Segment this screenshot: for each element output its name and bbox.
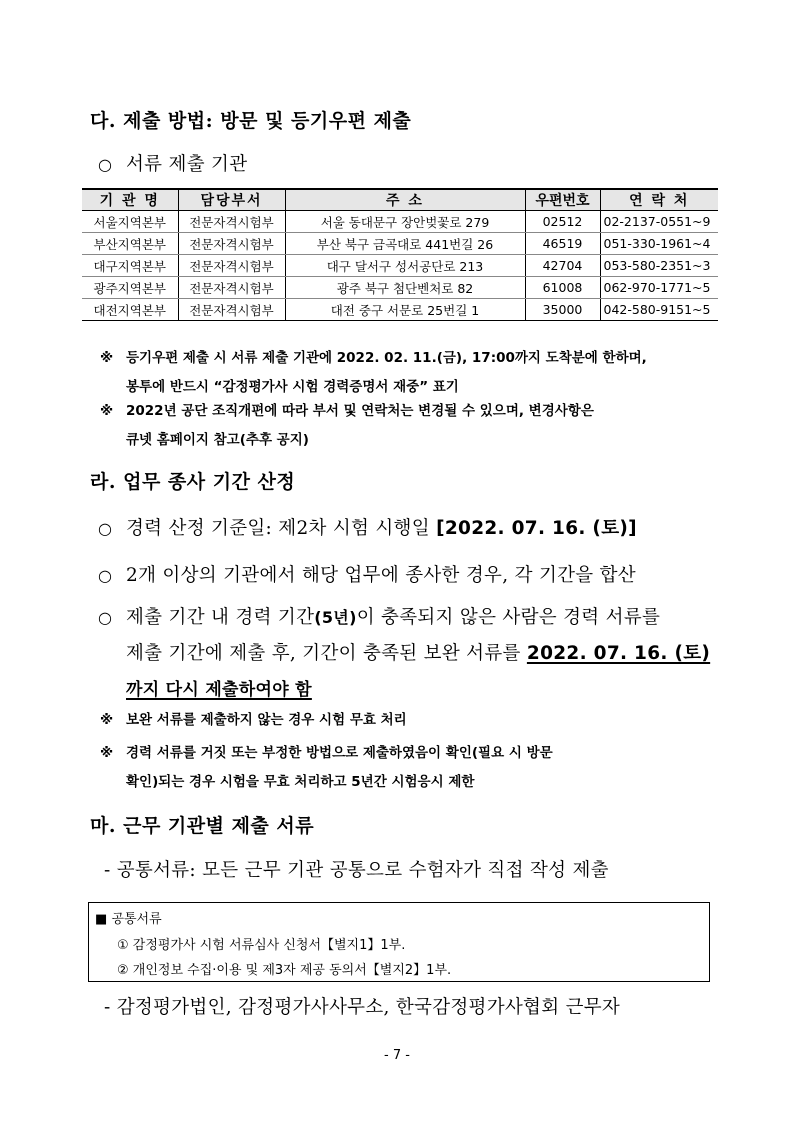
cell-postcode: 46519 (525, 233, 600, 255)
box-item: ① 감정평가사 시험 서류심사 신청서【별지1】1부. (117, 938, 406, 953)
header-contact: 연 락 처 (600, 189, 718, 211)
header-postcode: 우편번호 (525, 189, 600, 211)
square-bullet-icon: ■ (95, 912, 108, 927)
section-title-work-period: 라. 업무 종사 기간 산정 (90, 471, 296, 493)
submission-agency-table (82, 188, 718, 321)
circle-bullet-icon: ○ (98, 155, 113, 174)
cell-contact: 042-580-9151~5 (600, 299, 718, 321)
note-false-documents (100, 741, 553, 790)
cell-address: 대구 달서구 성서공단로 213 (285, 255, 525, 277)
circle-bullet-icon: ○ (98, 608, 113, 627)
cell-address: 서울 동대문구 장안벚꽃로 279 (285, 211, 525, 233)
note-registered-mail (100, 346, 647, 395)
note-text: 2022년 공단 조직개편에 따라 부서 및 연락처는 변경될 수 있으며, 변경사항은 (126, 403, 594, 419)
note-text: 봉투에 반드시 “감정평가사 시험 경력증명서 재중” 표기 (126, 379, 459, 395)
table-header-row (82, 189, 718, 211)
note-org-change (100, 399, 594, 448)
cell-postcode: 35000 (525, 299, 600, 321)
cell-agency: 대전지역본부 (82, 299, 178, 321)
cell-department: 전문자격시험부 (178, 277, 285, 299)
item-text: 제출 기간에 제출 후, 기간이 충족된 보완 서류를 (126, 643, 527, 664)
item-text: 경력 산정 기준일: 제2차 시험 시행일 (126, 518, 437, 539)
reference-mark-icon: ※ (100, 350, 114, 366)
item-text: 이 충족되지 않은 사람은 경력 서류를 (356, 607, 661, 628)
submission-agency-label: 서류 제출 기관 (126, 154, 248, 175)
cell-contact: 051-330-1961~4 (600, 233, 718, 255)
table-row (82, 211, 718, 233)
cell-postcode: 02512 (525, 211, 600, 233)
cell-agency: 서울지역본부 (82, 211, 178, 233)
submission-agency-heading (98, 150, 247, 176)
reference-mark-icon: ※ (100, 745, 114, 761)
cell-contact: 062-970-1771~5 (600, 277, 718, 299)
note-text: 보완 서류를 제출하지 않는 경우 시험 무효 처리 (126, 712, 407, 728)
header-department: 담당부서 (178, 189, 285, 211)
box-item: ② 개인정보 수집·이용 및 제3자 제공 동의서【별지2】1부. (117, 963, 452, 978)
note-text: 등기우편 제출 시 서류 제출 기관에 2022. 02. 11.(금), 17:00까지 도착분에 한하며, (126, 350, 647, 366)
note-invalid-exam (100, 708, 407, 728)
item-text: 제출 기간 내 경력 기간 (126, 607, 315, 628)
cell-contact: 053-580-2351~3 (600, 255, 718, 277)
cell-department: 전문자격시험부 (178, 233, 285, 255)
item-text-bold: 까지 다시 제출하여야 함 (126, 680, 312, 700)
header-agency: 기 관 명 (82, 189, 178, 211)
table-row (82, 233, 718, 255)
multi-agency-item (98, 561, 636, 587)
box-heading: 공통서류 (111, 912, 162, 927)
table-row (82, 255, 718, 277)
reference-mark-icon: ※ (100, 712, 114, 728)
table-row (82, 277, 718, 299)
note-text: 큐넷 홈페이지 참고(추후 공지) (126, 432, 309, 448)
section-title-submission-method: 다. 제출 방법: 방문 및 등기우편 제출 (90, 110, 412, 132)
table-row (82, 299, 718, 321)
cell-department: 전문자격시험부 (178, 299, 285, 321)
reference-mark-icon: ※ (100, 403, 114, 419)
cell-agency: 부산지역본부 (82, 233, 178, 255)
cell-agency: 대구지역본부 (82, 255, 178, 277)
cell-agency: 광주지역본부 (82, 277, 178, 299)
cell-postcode: 61008 (525, 277, 600, 299)
circle-bullet-icon: ○ (98, 566, 113, 585)
cell-address: 대전 중구 서문로 25번길 1 (285, 299, 525, 321)
career-base-date-item (98, 514, 637, 540)
appraisal-worker-line: - 감정평가법인, 감정평가사사무소, 한국감정평가사협회 근무자 (104, 997, 621, 1018)
item-bold-date: 2022. 07. 16. (토) (526, 643, 711, 664)
header-address: 주 소 (285, 189, 525, 211)
page-number: - 7 - (384, 1048, 410, 1063)
cell-postcode: 42704 (525, 255, 600, 277)
item-bold-date: [2022. 07. 16. (토)] (436, 518, 637, 539)
note-text: 경력 서류를 거짓 또는 부정한 방법으로 제출하였음이 확인(필요 시 방문 (126, 745, 553, 761)
item-text: 2개 이상의 기관에서 해당 업무에 종사한 경우, 각 기간을 합산 (126, 565, 636, 586)
section-title-documents: 마. 근무 기관별 제출 서류 (90, 815, 315, 837)
circle-bullet-icon: ○ (98, 519, 113, 538)
cell-department: 전문자격시험부 (178, 211, 285, 233)
common-documents-box (88, 902, 710, 982)
item-text-bold: (5년) (314, 608, 357, 627)
cell-address: 광주 북구 첨단벤처로 82 (285, 277, 525, 299)
note-text: 확인)되는 경우 시험을 무효 처리하고 5년간 시험응시 제한 (126, 774, 475, 790)
common-documents-line: - 공통서류: 모든 근무 기관 공통으로 수험자가 직접 작성 제출 (104, 860, 609, 881)
cell-address: 부산 북구 금곡대로 441번길 26 (285, 233, 525, 255)
cell-department: 전문자격시험부 (178, 255, 285, 277)
cell-contact: 02-2137-0551~9 (600, 211, 718, 233)
insufficient-period-item (98, 603, 710, 700)
